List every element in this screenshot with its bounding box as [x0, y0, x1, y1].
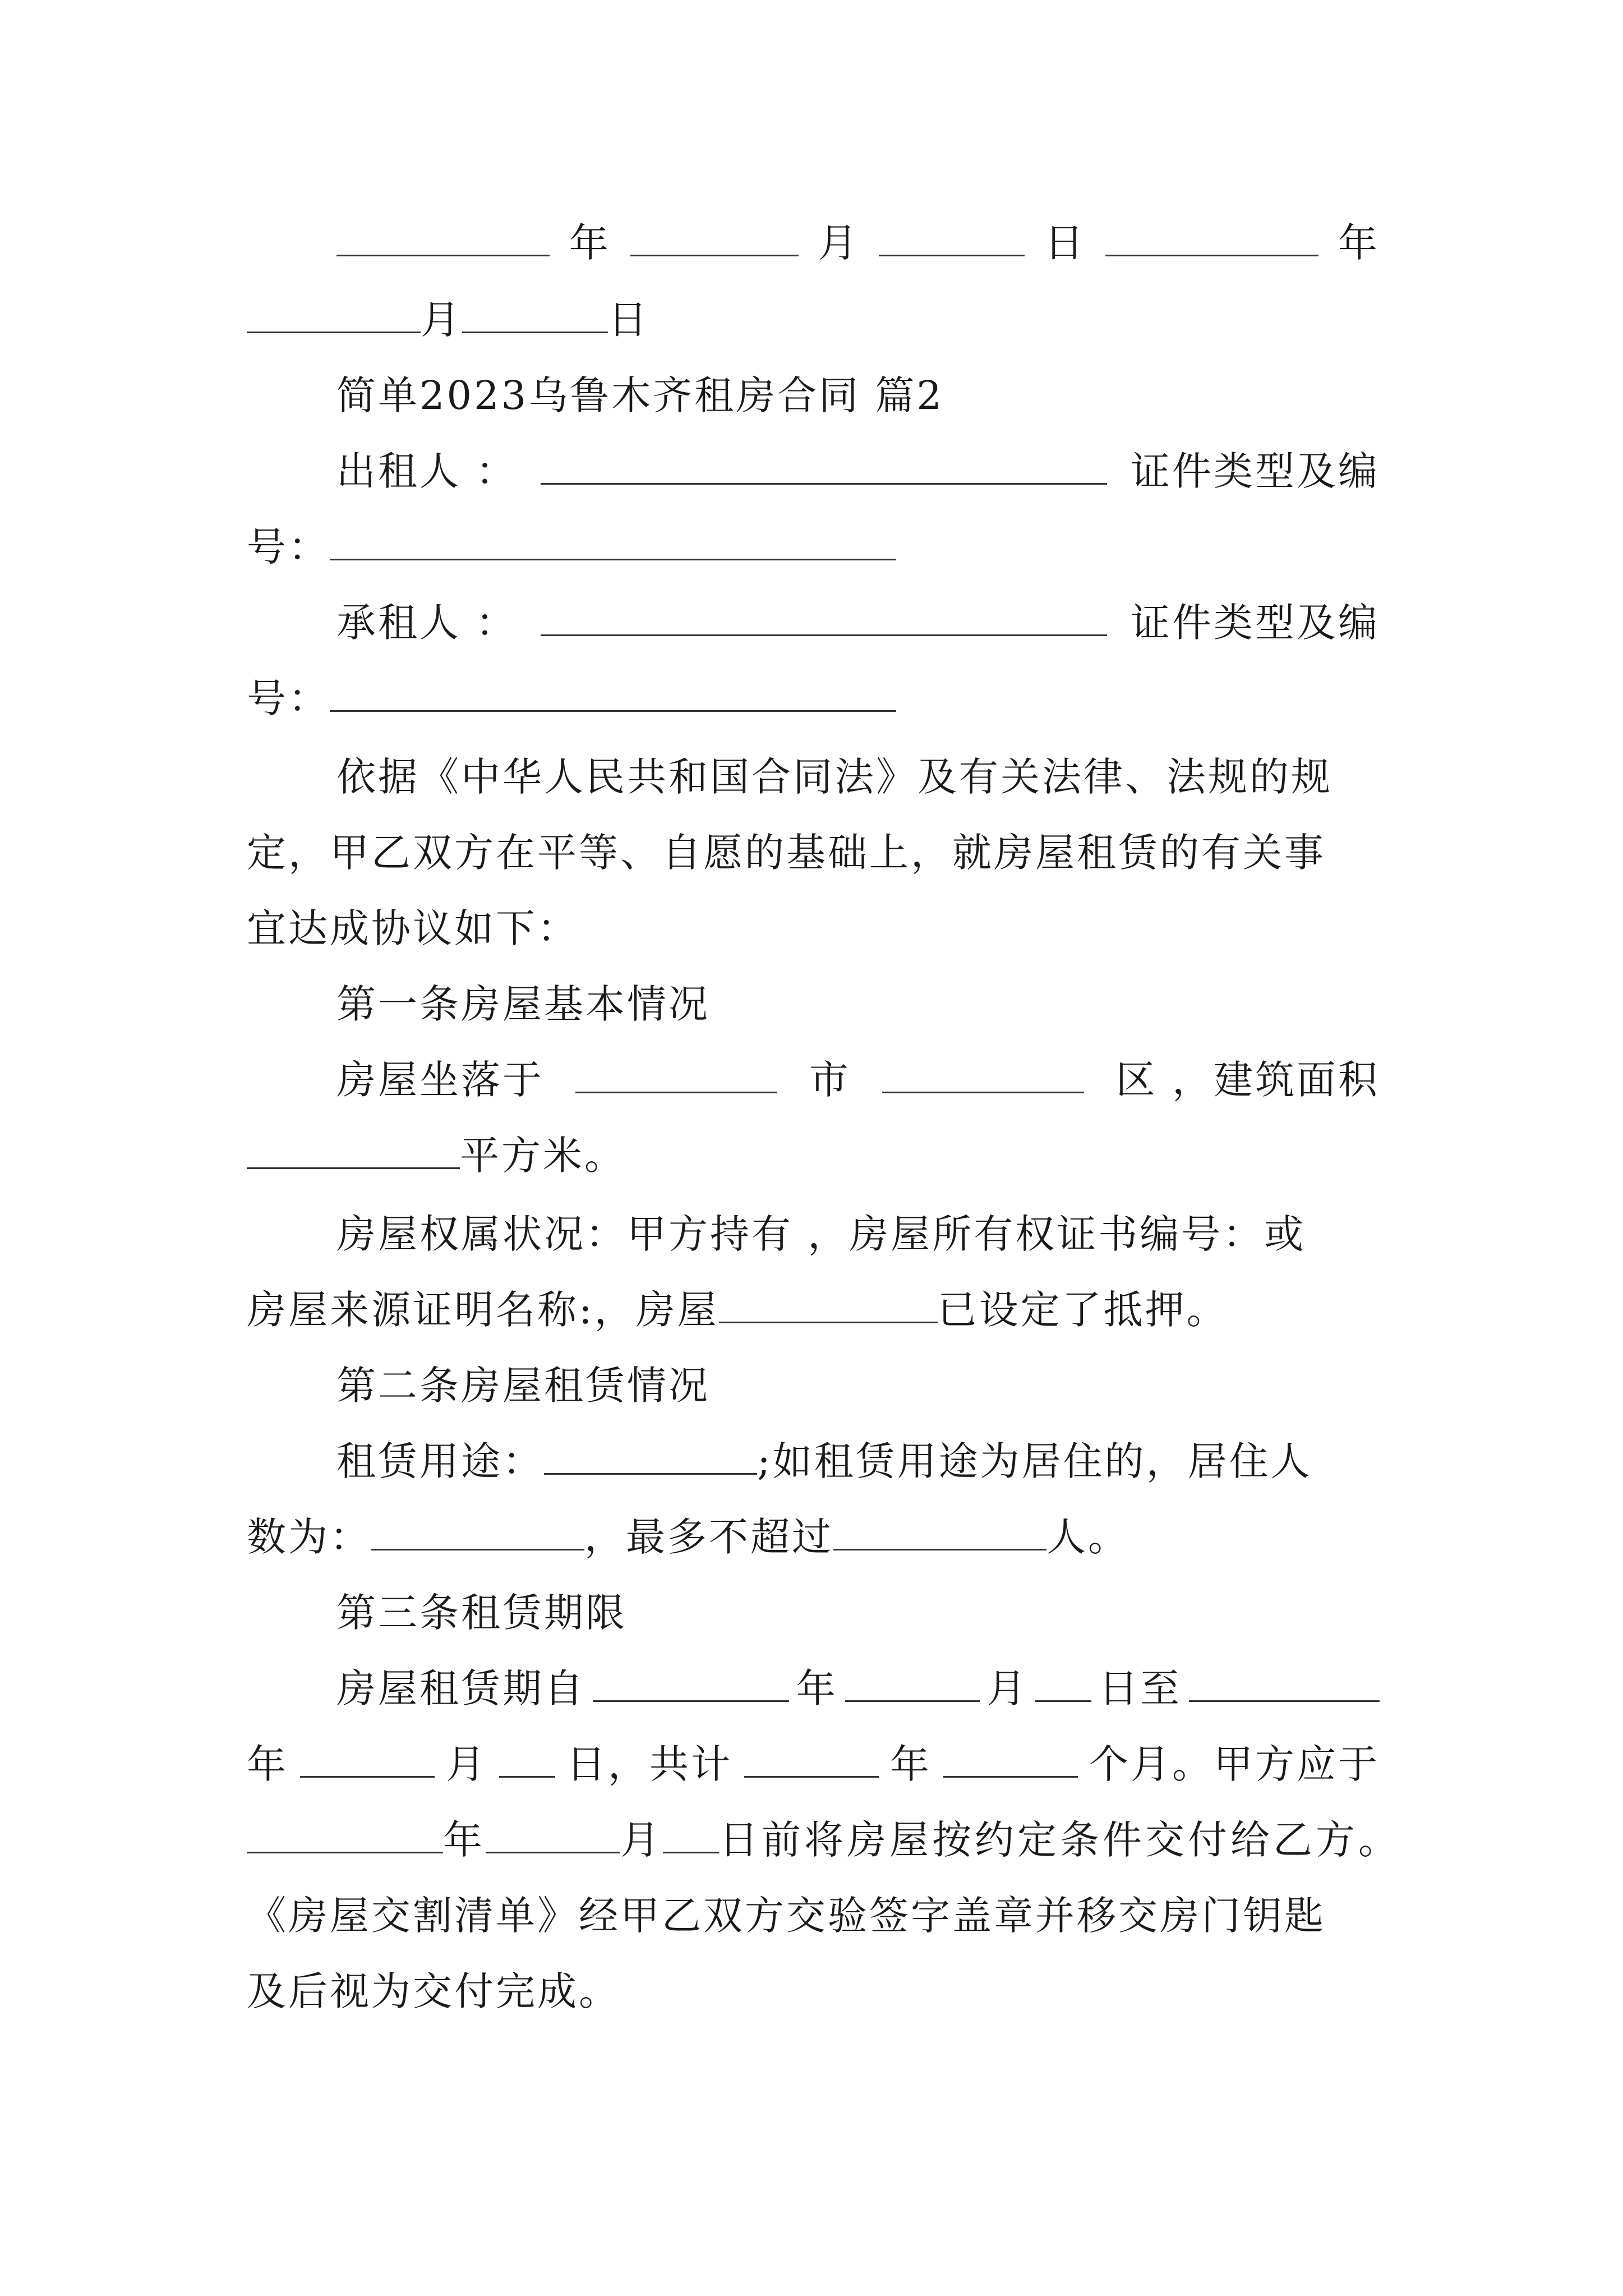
- blank-field: [336, 223, 550, 256]
- term-text: 房屋租赁期自: [336, 1665, 585, 1711]
- blank-field: [1105, 223, 1318, 256]
- term-text: 年: [796, 1665, 838, 1711]
- blank-field: [575, 1060, 777, 1093]
- date-text: 月: [818, 220, 860, 266]
- ownership-text: 房屋权属状况：甲方持有 ，房屋所有权证书编号：或: [336, 1211, 1306, 1257]
- occupants-line: [247, 1514, 1380, 1560]
- blank-field: [593, 1669, 789, 1702]
- blank-field: [499, 1745, 555, 1778]
- section-title: 简单2023乌鲁木齐租房合同 篇2: [336, 372, 944, 418]
- blank-field: [247, 1820, 443, 1853]
- handover-text: 及后视为交付完成。: [247, 1968, 620, 2014]
- date-text: 年: [569, 220, 611, 266]
- date-text: 日: [1044, 220, 1086, 266]
- blank-field: [1189, 1669, 1380, 1702]
- blank-field: [541, 452, 1107, 485]
- term-text: 日，共计: [566, 1741, 732, 1787]
- id-type-label: 证件类型及编: [1130, 600, 1380, 646]
- term-text: 月: [446, 1741, 487, 1787]
- lessee-label: 承租人 ：: [336, 600, 518, 646]
- date-line-1: [336, 220, 1380, 266]
- date-text: 年: [1338, 220, 1380, 266]
- term-text: 个月。甲方应于: [1089, 1741, 1380, 1787]
- location-text: 区 ，建筑面积: [1115, 1057, 1380, 1103]
- blank-field: [1035, 1669, 1091, 1702]
- id-number-label: 号：: [247, 524, 330, 570]
- blank-field: [663, 1820, 719, 1853]
- term-line-1: [336, 1665, 1380, 1711]
- blank-field: [462, 300, 608, 333]
- blank-field: [330, 527, 896, 560]
- article-heading: 第一条房屋基本情况: [336, 981, 710, 1027]
- blank-field: [879, 223, 1025, 256]
- ownership-text: 房屋来源证明名称:，房屋: [247, 1287, 719, 1333]
- blank-field: [719, 1290, 938, 1323]
- intro-text: 宜达成协议如下：: [247, 905, 579, 951]
- usage-text: 租赁用途：: [336, 1438, 544, 1484]
- lessor-line: [336, 448, 1380, 494]
- term-line-2: [247, 1741, 1380, 1787]
- ownership-text: 已设定了抵押。: [937, 1287, 1228, 1333]
- date-text: 月: [421, 297, 462, 343]
- term-text: 日至: [1099, 1665, 1182, 1711]
- blank-field: [486, 1820, 620, 1853]
- lessee-id-line: [247, 675, 1380, 721]
- blank-field: [630, 223, 799, 256]
- term-text: 月: [986, 1665, 1029, 1711]
- area-line: [247, 1133, 1380, 1179]
- term-text: 日前将房屋按约定条件交付给乙方。: [719, 1817, 1401, 1863]
- blank-field: [247, 1136, 460, 1169]
- ownership-line: [247, 1287, 1380, 1333]
- term-text: 年: [443, 1817, 486, 1863]
- usage-text: ;如租赁用途为居住的，居住人: [757, 1438, 1312, 1484]
- blank-field: [300, 1745, 435, 1778]
- blank-field: [330, 679, 896, 712]
- blank-field: [247, 300, 421, 333]
- term-text: 月: [620, 1817, 663, 1863]
- location-line: [336, 1057, 1380, 1103]
- date-text: 日: [608, 297, 649, 343]
- article-heading: 第二条房屋租赁情况: [336, 1363, 710, 1409]
- article-heading: 第三条租赁期限: [336, 1590, 627, 1636]
- blank-field: [541, 603, 1107, 636]
- handover-text: 《房屋交割清单》经甲乙双方交验签字盖章并移交房门钥匙: [247, 1893, 1326, 1939]
- occupants-text: 数为：: [247, 1514, 371, 1560]
- location-text: 房屋坐落于: [336, 1057, 544, 1103]
- area-text: 平方米。: [460, 1133, 626, 1179]
- date-line-2: [247, 297, 1380, 343]
- occupants-text: 人。: [1046, 1514, 1129, 1560]
- term-text: 年: [247, 1741, 288, 1787]
- lessee-line: [336, 600, 1380, 646]
- term-line-3: [247, 1817, 1401, 1863]
- blank-field: [833, 1517, 1046, 1550]
- blank-field: [943, 1745, 1078, 1778]
- blank-field: [882, 1060, 1084, 1093]
- blank-field: [744, 1745, 879, 1778]
- blank-field: [845, 1669, 980, 1702]
- blank-field: [544, 1442, 757, 1475]
- usage-line: [336, 1438, 1380, 1484]
- id-number-label: 号：: [247, 675, 330, 721]
- intro-text: 依据《中华人民共和国合同法》及有关法律、法规的规: [336, 754, 1332, 800]
- term-text: 年: [890, 1741, 932, 1787]
- lessor-id-line: [247, 524, 1380, 570]
- lessor-label: 出租人 ：: [336, 448, 518, 494]
- intro-text: 定，甲乙双方在平等、自愿的基础上，就房屋租赁的有关事: [247, 830, 1326, 876]
- occupants-text: ，最多不超过: [584, 1514, 833, 1560]
- blank-field: [371, 1517, 584, 1550]
- id-type-label: 证件类型及编: [1130, 448, 1380, 494]
- location-text: 市: [809, 1057, 851, 1103]
